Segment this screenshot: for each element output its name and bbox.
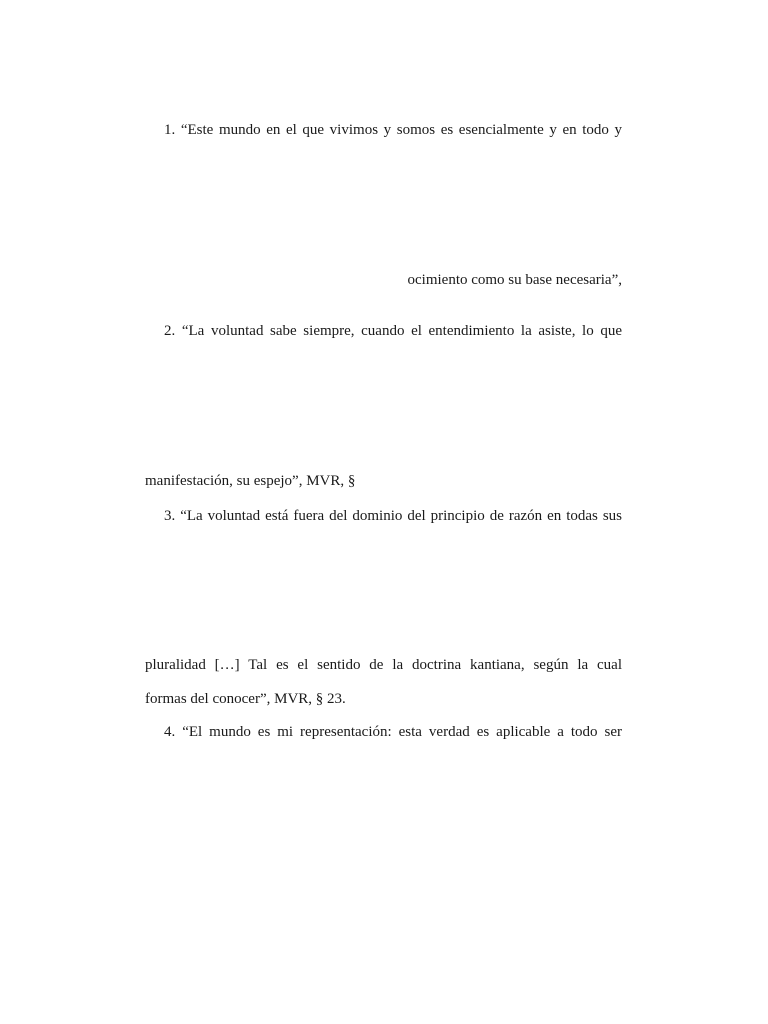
- list-item-4-first-line: [164, 723, 622, 741]
- list-item-3-number: 3.: [164, 508, 176, 524]
- list-item-4-number: 4.: [164, 724, 176, 740]
- list-item-2-text: “La voluntad sabe siempre, cuando el entendimiento la asiste, lo que: [181, 323, 622, 339]
- list-item-2-number: 2.: [164, 323, 176, 339]
- list-item-4-text: “El mundo es mi representación: esta verdad es aplicable a todo ser: [182, 724, 622, 740]
- list-item-1-fragment: ocimiento como su base necesaria”,: [407, 272, 622, 288]
- list-item-3-fragment-2: formas del conocer”, MVR, § 23.: [145, 691, 346, 707]
- list-item-2-first-line: [164, 322, 622, 340]
- list-item-3-text: “La voluntad está fuera del dominio del principio de razón en todas sus: [180, 508, 622, 524]
- list-item-3-first-line: [164, 507, 622, 525]
- list-item-2-fragment: manifestación, su espejo”, MVR, §: [145, 473, 356, 489]
- list-item-3-fragment-1: pluralidad […] Tal es el sentido de la doctrina kantiana, según la cual: [145, 657, 622, 673]
- list-item-1-text: “Este mundo en el que vivimos y somos es esencialmente y en todo y: [180, 122, 622, 138]
- list-item-1-number: 1.: [164, 122, 176, 138]
- list-item-1-first-line: [164, 121, 622, 139]
